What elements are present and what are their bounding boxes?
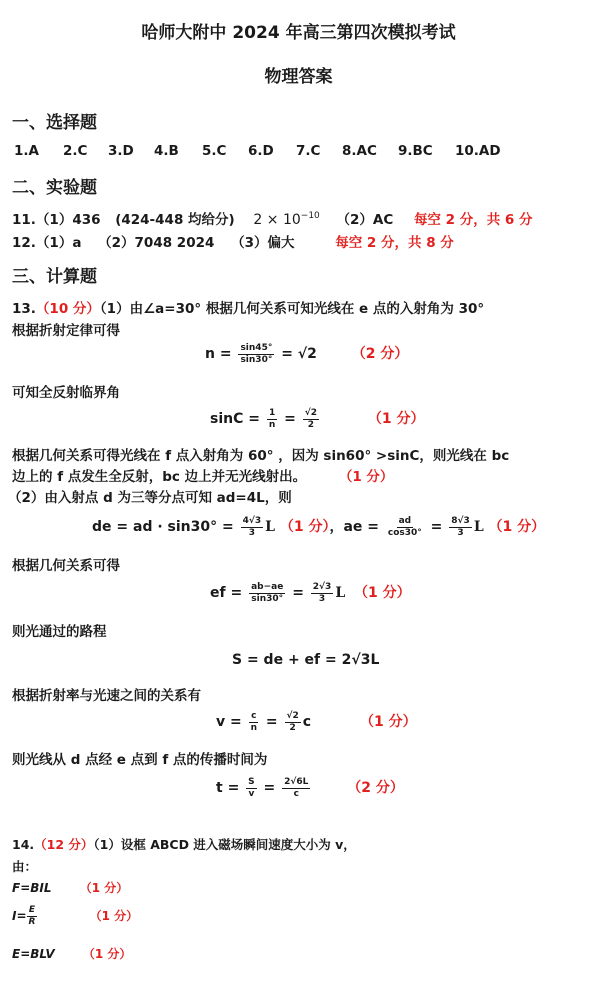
frac-den: 3 <box>457 527 464 538</box>
frac-num: 8√3 <box>451 515 470 526</box>
q12-score: 每空 2 分，共 8 分 <box>335 235 454 251</box>
q14-f1-score: （1 分） <box>79 881 129 895</box>
eq-sinc-lhs: sinC = <box>210 411 260 427</box>
frac-den: 2 <box>307 419 315 430</box>
eq-de-lhs: de = ad · sin30° = <box>92 519 234 535</box>
eq-de-score1: （1 分） <box>279 519 330 535</box>
equation-t <box>216 777 404 799</box>
q14-f1: F=BIL <box>12 881 52 895</box>
q14-formula-i <box>12 906 138 927</box>
eq-de-mid: ，ae = <box>329 519 380 535</box>
q14-line2: 由： <box>12 859 38 874</box>
frac-num: √2 <box>286 710 299 721</box>
frac-num: √2 <box>304 407 318 418</box>
eq-t-lhs: t = <box>216 780 240 796</box>
frac-num: E <box>28 905 36 915</box>
eq-ef-lhs: ef = <box>210 585 243 601</box>
answer-item: 2.C <box>63 143 88 159</box>
q12-line <box>12 231 454 251</box>
eq-de-frac3 <box>449 517 472 538</box>
eq-v-lhs: v = <box>216 714 242 730</box>
equation-sinc <box>210 408 425 430</box>
eq-v-frac1 <box>249 712 259 733</box>
eq-t-frac2 <box>282 778 310 799</box>
q13-line5-score: （1 分） <box>338 469 394 485</box>
q12-part1: （1）a <box>35 235 82 251</box>
answer-item: 3.D <box>108 143 134 159</box>
eq-n-fraction <box>238 344 274 365</box>
equation-v <box>216 711 417 733</box>
q13-line6: （2）由入射点 d 为三等分点可知 ad=4L，则 <box>8 490 292 506</box>
q14-formula-f <box>12 879 128 896</box>
equation-ef <box>210 582 411 604</box>
frac-num: 4√3 <box>242 515 262 526</box>
frac-den: cos30° <box>387 527 422 538</box>
frac-den: n <box>250 722 258 733</box>
frac-den: R <box>28 917 36 927</box>
frac-den: 3 <box>248 527 255 538</box>
eq-v-rhs: c <box>302 714 312 730</box>
frac-num: S <box>248 776 255 787</box>
eq-de-frac1 <box>241 517 264 538</box>
equation-n <box>205 343 408 365</box>
q14-points: （12 分） <box>34 837 94 852</box>
q13-line4: 根据几何关系可得光线在 f 点入射角为 60° ，因为 sin60° >sinC，则光线在 bc <box>12 448 510 464</box>
eq-de-unit1: L <box>265 519 275 535</box>
eq-de-unit2: L <box>473 519 484 535</box>
eq-n-score: （2 分） <box>351 346 409 362</box>
q13-line5 <box>12 465 393 485</box>
eq-v-mid: = <box>265 714 278 730</box>
q14-f3-score: （1 分） <box>82 947 132 961</box>
equation-de-ae <box>92 516 545 538</box>
eq-ef-unit: L <box>335 585 346 601</box>
eq-sinc-frac2 <box>303 409 319 430</box>
q12-number: 12. <box>12 235 36 251</box>
q13-line2: 根据折射定律可得 <box>12 323 120 339</box>
frac-num: sin45° <box>240 342 273 353</box>
q12-part3: （3）偏大 <box>231 235 295 251</box>
eq-t-mid: = <box>263 780 276 796</box>
frac-num: ad <box>398 515 412 526</box>
answer-item: 9.BC <box>398 143 433 159</box>
q14-f2-score: （1 分） <box>89 909 139 923</box>
eq-sinc-mid: = <box>284 411 296 427</box>
q11-value-exponent: −10 <box>300 211 320 221</box>
q14-f2-frac <box>27 906 38 927</box>
q14-number: 14. <box>12 837 35 852</box>
frac-num: 1 <box>268 407 276 418</box>
eq-de-score2: （1 分） <box>488 519 546 535</box>
q11-part2: （2）AC <box>336 212 394 228</box>
eq-v-score: （1 分） <box>359 714 417 730</box>
frac-num: c <box>251 710 257 721</box>
eq-sinc-score: （1 分） <box>367 411 425 427</box>
q14-text1: （1）设框 ABCD 进入磁场瞬间速度大小为 v， <box>93 837 356 852</box>
eq-t-frac1 <box>246 778 256 799</box>
q13-line1 <box>12 297 484 317</box>
frac-den: sin30° <box>251 593 284 604</box>
frac-den: 2 <box>289 722 296 733</box>
answer-item: 5.C <box>202 143 227 159</box>
frac-den: 3 <box>318 593 326 604</box>
q13-line3: 可知全反射临界角 <box>12 385 120 401</box>
q11-line <box>12 208 533 228</box>
eq-de-eq2: = <box>430 519 443 535</box>
eq-ef-score: （1 分） <box>354 585 411 601</box>
section-heading-choice: 一、选择题 <box>12 113 97 133</box>
q11-value <box>253 212 319 228</box>
q13-line8: 则光通过的路程 <box>12 624 107 640</box>
page-title: 哈师大附中 2024 年高三第四次模拟考试 <box>141 23 456 43</box>
answer-item: 10.AD <box>455 143 501 159</box>
q13-text1: （1）由∠a=30° 根据几何关系可知光线在 e 点的入射角为 30° <box>99 301 485 317</box>
eq-t-score: （2 分） <box>347 780 404 796</box>
eq-de-frac2 <box>386 517 424 538</box>
section-heading-experiment: 二、实验题 <box>12 178 97 198</box>
eq-ef-mid: = <box>292 585 304 601</box>
q13-line7: 根据几何关系可得 <box>12 558 120 574</box>
q11-range: (424-448 均给分) <box>115 212 235 228</box>
eq-ef-frac1 <box>249 583 285 604</box>
frac-den: c <box>293 788 299 799</box>
q13-number: 13. <box>12 301 36 317</box>
section-heading-calculation: 三、计算题 <box>12 267 97 287</box>
frac-den: v <box>248 788 255 799</box>
q12-part2: （2）7048 2024 <box>98 235 215 251</box>
eq-sinc-frac1 <box>267 409 277 430</box>
q14-f2-lhs: I= <box>12 909 27 923</box>
q11-number: 11. <box>12 212 36 228</box>
q13-line9: 根据折射率与光速之间的关系有 <box>12 688 201 704</box>
frac-den: sin30° <box>240 354 273 365</box>
frac-num: 2√3 <box>312 581 332 592</box>
q11-score: 每空 2 分，共 6 分 <box>413 212 533 228</box>
q14-f3: E=BLV <box>12 947 55 961</box>
eq-n-rhs: = √2 <box>281 346 317 362</box>
answer-item: 4.B <box>154 143 179 159</box>
answer-item: 6.D <box>248 143 274 159</box>
frac-num: ab−ae <box>251 581 284 592</box>
q13-points: （10 分） <box>35 301 100 317</box>
eq-ef-frac2 <box>311 583 334 604</box>
q13-line10: 则光线从 d 点经 e 点到 f 点的传播时间为 <box>12 752 268 768</box>
eq-v-frac2 <box>285 712 301 733</box>
answer-item: 1.A <box>14 143 39 159</box>
q14-formula-e <box>12 945 131 962</box>
eq-n-lhs: n = <box>205 346 232 362</box>
answer-item: 8.AC <box>342 143 377 159</box>
frac-num: 2√6L <box>284 776 309 787</box>
page-subtitle: 物理答案 <box>264 67 333 87</box>
q13-line5-text: 边上的 f 点发生全反射，bc 边上并无光线射出。 <box>12 469 307 485</box>
equation-s: S = de + ef = 2√3L <box>232 652 380 668</box>
q11-part1: （1）436 <box>35 212 101 228</box>
q11-value-base: 2 × 10 <box>253 212 301 228</box>
q14-line1 <box>12 835 356 853</box>
answer-item: 7.C <box>296 143 321 159</box>
frac-den: n <box>268 419 276 430</box>
